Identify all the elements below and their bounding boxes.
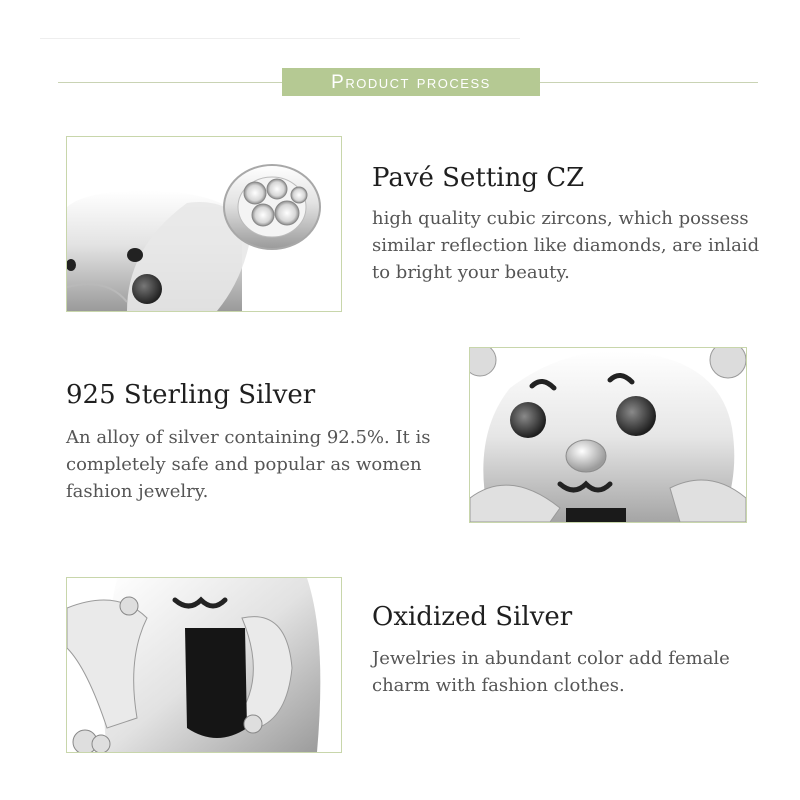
bear-charm-body-closeup-photo <box>66 577 342 753</box>
top-divider <box>40 38 520 39</box>
bear-charm-face-closeup-photo <box>469 347 747 523</box>
feature-description-oxidized-silver: Jewelries in abundant color add female charm with fashion clothes. <box>372 648 730 696</box>
bear-charm-ear-closeup-photo <box>66 136 342 312</box>
feature-title-pave-setting: Pavé Setting CZ <box>372 163 585 193</box>
section-header-label: Product process <box>282 68 540 96</box>
feature-description-pave-setting: high quality cubic zircons, which possess similar reflection like diamonds, are inlaid to bright your beauty. <box>372 208 760 283</box>
feature-description-sterling-silver: An alloy of silver containing 92.5%. It is completely safe and popular as women fashion jewelry. <box>66 427 431 502</box>
feature-title-sterling-silver: 925 Sterling Silver <box>66 380 316 410</box>
feature-title-oxidized-silver: Oxidized Silver <box>372 602 573 632</box>
